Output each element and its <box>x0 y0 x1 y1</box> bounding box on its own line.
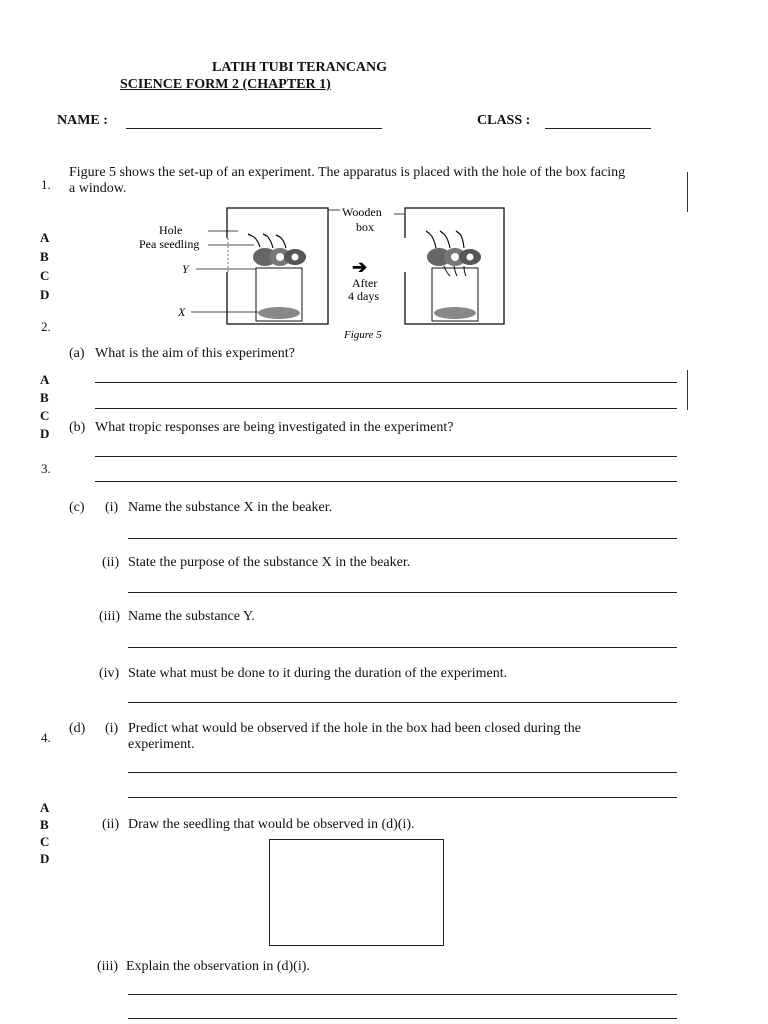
part-d-i-line-1: Predict what would be observed if the hole in the box had been closed during the <box>128 721 581 736</box>
pea-seedling-right <box>426 231 481 276</box>
experiment-figure <box>130 200 530 350</box>
side-number-2: 2. <box>41 319 51 334</box>
option-group-2 <box>40 372 49 444</box>
option-d[interactable]: D <box>40 851 50 866</box>
answer-line[interactable] <box>128 702 677 703</box>
label-x: X <box>178 305 186 319</box>
label-y: Y <box>182 262 189 276</box>
label-wooden: Wooden <box>342 205 382 219</box>
part-d-ii-question: Draw the seedling that would be observed in (d)(i). <box>128 817 415 832</box>
class-field[interactable] <box>545 128 651 129</box>
intro-line-2: a window. <box>69 181 127 196</box>
figure-caption: Figure 5 <box>344 329 382 341</box>
substance-x-right <box>434 307 476 319</box>
answer-line[interactable] <box>95 408 677 409</box>
answer-line[interactable] <box>128 1018 677 1019</box>
part-c-i-question: Name the substance X in the beaker. <box>128 500 333 515</box>
part-d-i-label: (i) <box>105 721 119 736</box>
question-intro <box>69 165 684 197</box>
part-c-label: (c) <box>69 500 85 515</box>
option-a[interactable]: A <box>40 800 50 815</box>
part-b-label: (b) <box>69 420 86 435</box>
answer-line[interactable] <box>95 382 677 383</box>
part-c-iv-label: (iv) <box>99 666 120 681</box>
part-d-i-line-2: experiment. <box>128 737 195 752</box>
drawing-box[interactable] <box>269 839 444 946</box>
side-number-4: 4. <box>41 730 51 745</box>
answer-line[interactable] <box>128 994 677 995</box>
worksheet-subtitle: SCIENCE FORM 2 (CHAPTER 1) <box>120 77 331 92</box>
option-a[interactable]: A <box>40 372 50 387</box>
label-hole: Hole <box>159 223 183 237</box>
option-b[interactable]: B <box>40 817 49 832</box>
option-c[interactable]: C <box>40 408 50 423</box>
margin-mark <box>687 172 688 212</box>
answer-line[interactable] <box>128 538 677 539</box>
option-c[interactable]: C <box>40 834 50 849</box>
part-c-iii-question: Name the substance Y. <box>128 609 255 624</box>
option-d[interactable]: D <box>40 426 50 441</box>
answer-line[interactable] <box>128 592 677 593</box>
substance-x-left <box>258 307 300 319</box>
margin-mark <box>687 370 688 410</box>
intro-line-1: Figure 5 shows the set-up of an experiment. The apparatus is placed with the hole of the box facing <box>69 165 626 180</box>
answer-line[interactable] <box>128 797 677 798</box>
answer-line[interactable] <box>95 481 677 482</box>
part-c-i-label: (i) <box>105 500 119 515</box>
part-b-question: What tropic responses are being investigated in the experiment? <box>95 420 454 435</box>
part-d-iii-question: Explain the observation in (d)(i). <box>126 959 310 974</box>
side-number-1: 1. <box>41 177 51 192</box>
class-label: CLASS : <box>477 113 531 128</box>
part-c-iv-question: State what must be done to it during the duration of the experiment. <box>128 666 508 681</box>
answer-line[interactable] <box>128 647 677 648</box>
option-b[interactable]: B <box>40 249 49 264</box>
pea-seedling-left <box>248 234 306 266</box>
arrow-icon: ➔ <box>352 257 368 277</box>
label-four-days: 4 days <box>348 289 379 303</box>
part-c-iii-label: (iii) <box>99 609 120 624</box>
option-group-3 <box>40 800 49 868</box>
worksheet-title: LATIH TUBI TERANCANG <box>212 60 388 75</box>
part-c-ii-question: State the purpose of the substance X in the beaker. <box>128 555 411 570</box>
part-d-ii-label: (ii) <box>102 817 120 832</box>
wooden-box-left <box>227 208 328 324</box>
part-d-i-question <box>128 721 678 753</box>
part-a-label: (a) <box>69 346 85 361</box>
option-d[interactable]: D <box>40 287 50 302</box>
part-d-label: (d) <box>69 721 86 736</box>
option-a[interactable]: A <box>40 230 50 245</box>
part-a-question: What is the aim of this experiment? <box>95 346 295 361</box>
answer-line[interactable] <box>128 772 677 773</box>
option-b[interactable]: B <box>40 390 49 405</box>
option-c[interactable]: C <box>40 268 50 283</box>
option-group-1 <box>40 230 49 306</box>
side-number-3: 3. <box>41 461 51 476</box>
part-d-iii-label: (iii) <box>97 959 118 974</box>
label-after: After <box>352 276 378 290</box>
box-hole <box>214 238 228 272</box>
part-c-ii-label: (ii) <box>102 555 120 570</box>
name-label: NAME : <box>57 113 108 128</box>
answer-line[interactable] <box>95 456 677 457</box>
name-field[interactable] <box>126 128 382 129</box>
label-box: box <box>356 220 374 234</box>
label-pea-seedling: Pea seedling <box>139 237 200 251</box>
